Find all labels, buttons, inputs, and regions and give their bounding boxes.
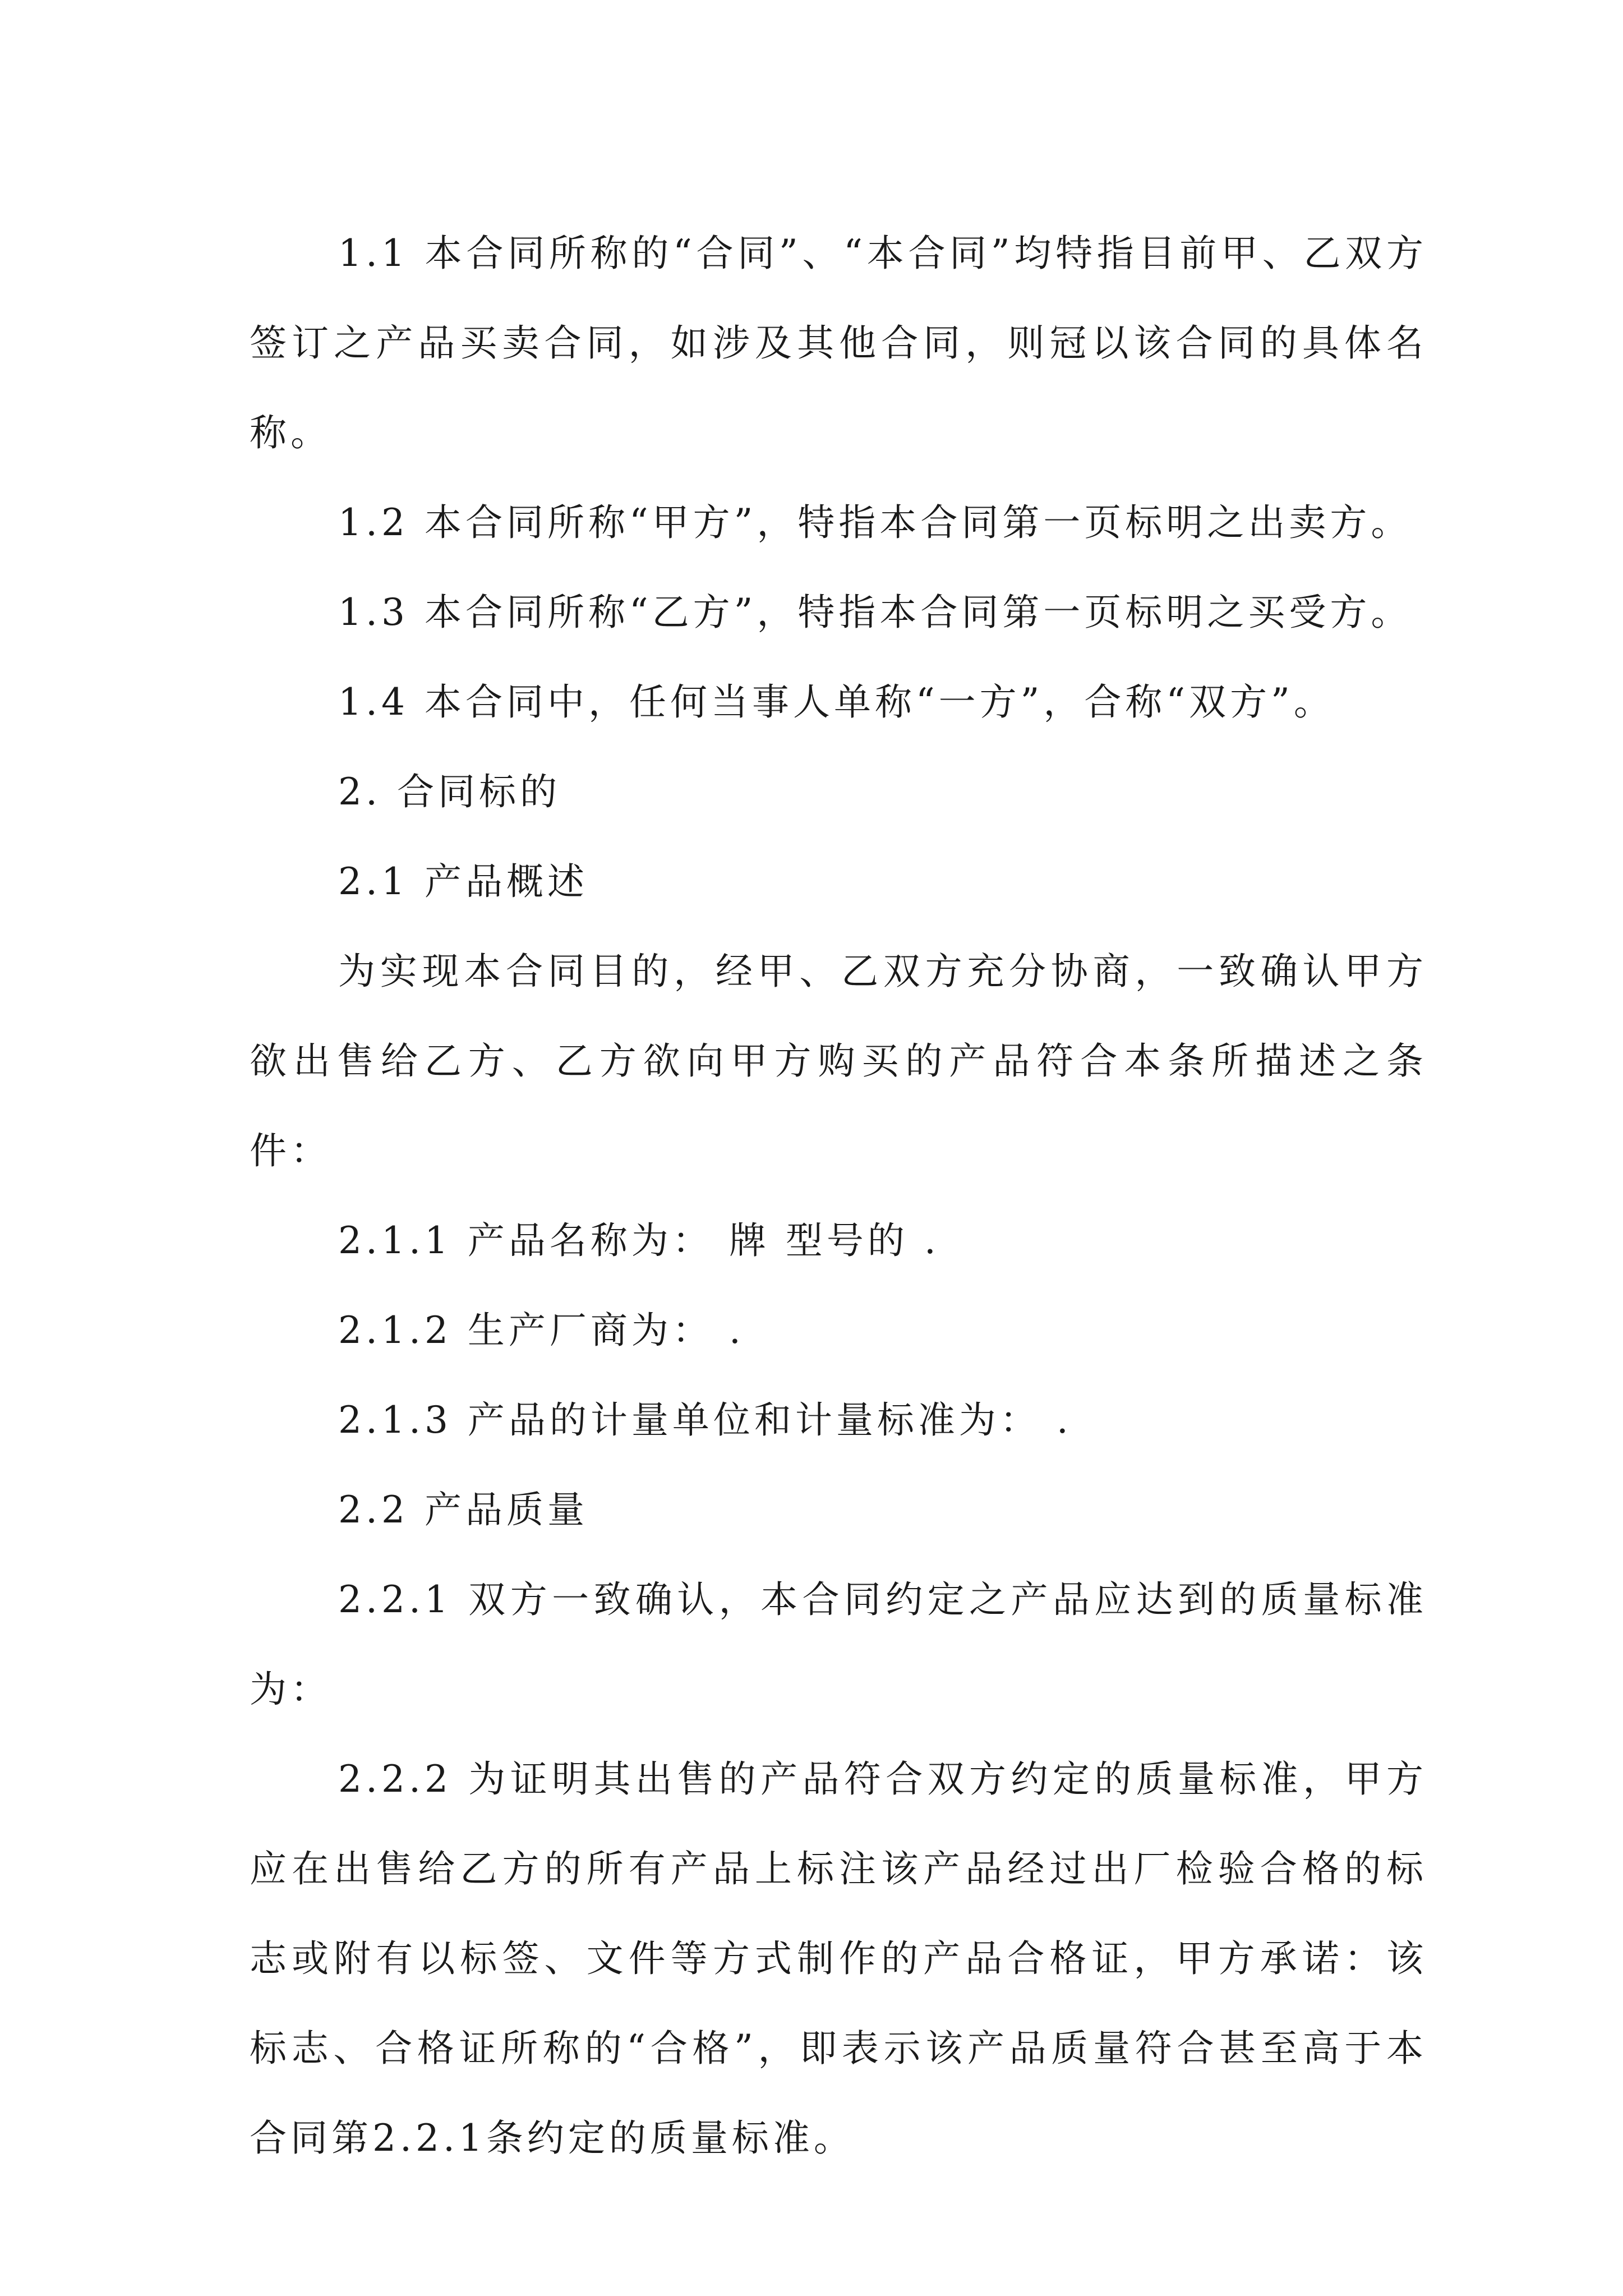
clause-2-1-3: 2.1.3 产品的计量单位和计量标准为： . [338,1398,1072,1442]
clause-2-2-1: 2.2.1 双方一致确认，本合同约定之产品应达到的质量标准为： [250,1578,1427,1711]
clause-1-2: 1.2 本合同所称“甲方”，特指本合同第一页标明之出卖方。 [338,501,1412,544]
clause-1-1: 1.1 本合同所称的“合同”、“本合同”均特指目前甲、乙双方签订之产品买卖合同，如涉及其他合同，则冠以该合同的具体名称。 [250,232,1427,454]
section-2-1-heading: 2.1 产品概述 [338,860,588,903]
section-2-2-heading: 2.2 产品质量 [338,1488,588,1531]
clause-2-1-2: 2.1.2 生产厂商为： . [338,1309,745,1352]
clause-1-3: 1.3 本合同所称“乙方”，特指本合同第一页标明之买受方。 [338,591,1412,634]
clause-1-4: 1.4 本合同中，任何当事人单称“一方”，合称“双方”。 [338,680,1335,724]
clause-2-1-1: 2.1.1 产品名称为： 牌 型号的 . [338,1219,940,1262]
document-body [250,209,1427,2183]
section-2-1-intro: 为实现本合同目的，经甲、乙双方充分协商，一致确认甲方欲出售给乙方、乙方欲向甲方购买的产品符合本条所描述之条件： [250,950,1427,1172]
clause-2-2-2: 2.2.2 为证明其出售的产品符合双方约定的质量标准，甲方应在出售给乙方的所有产品上标注该产品经过出厂检验合格的标志或附有以标签、文件等方式制作的产品合格证，甲方承诺：该标志、合格证所称的“合格”，即表示该产品质量符合甚至高于本合同第2.2.1条约定的质量标准。 [250,1757,1427,2160]
section-2-heading: 2. 合同标的 [338,770,561,813]
